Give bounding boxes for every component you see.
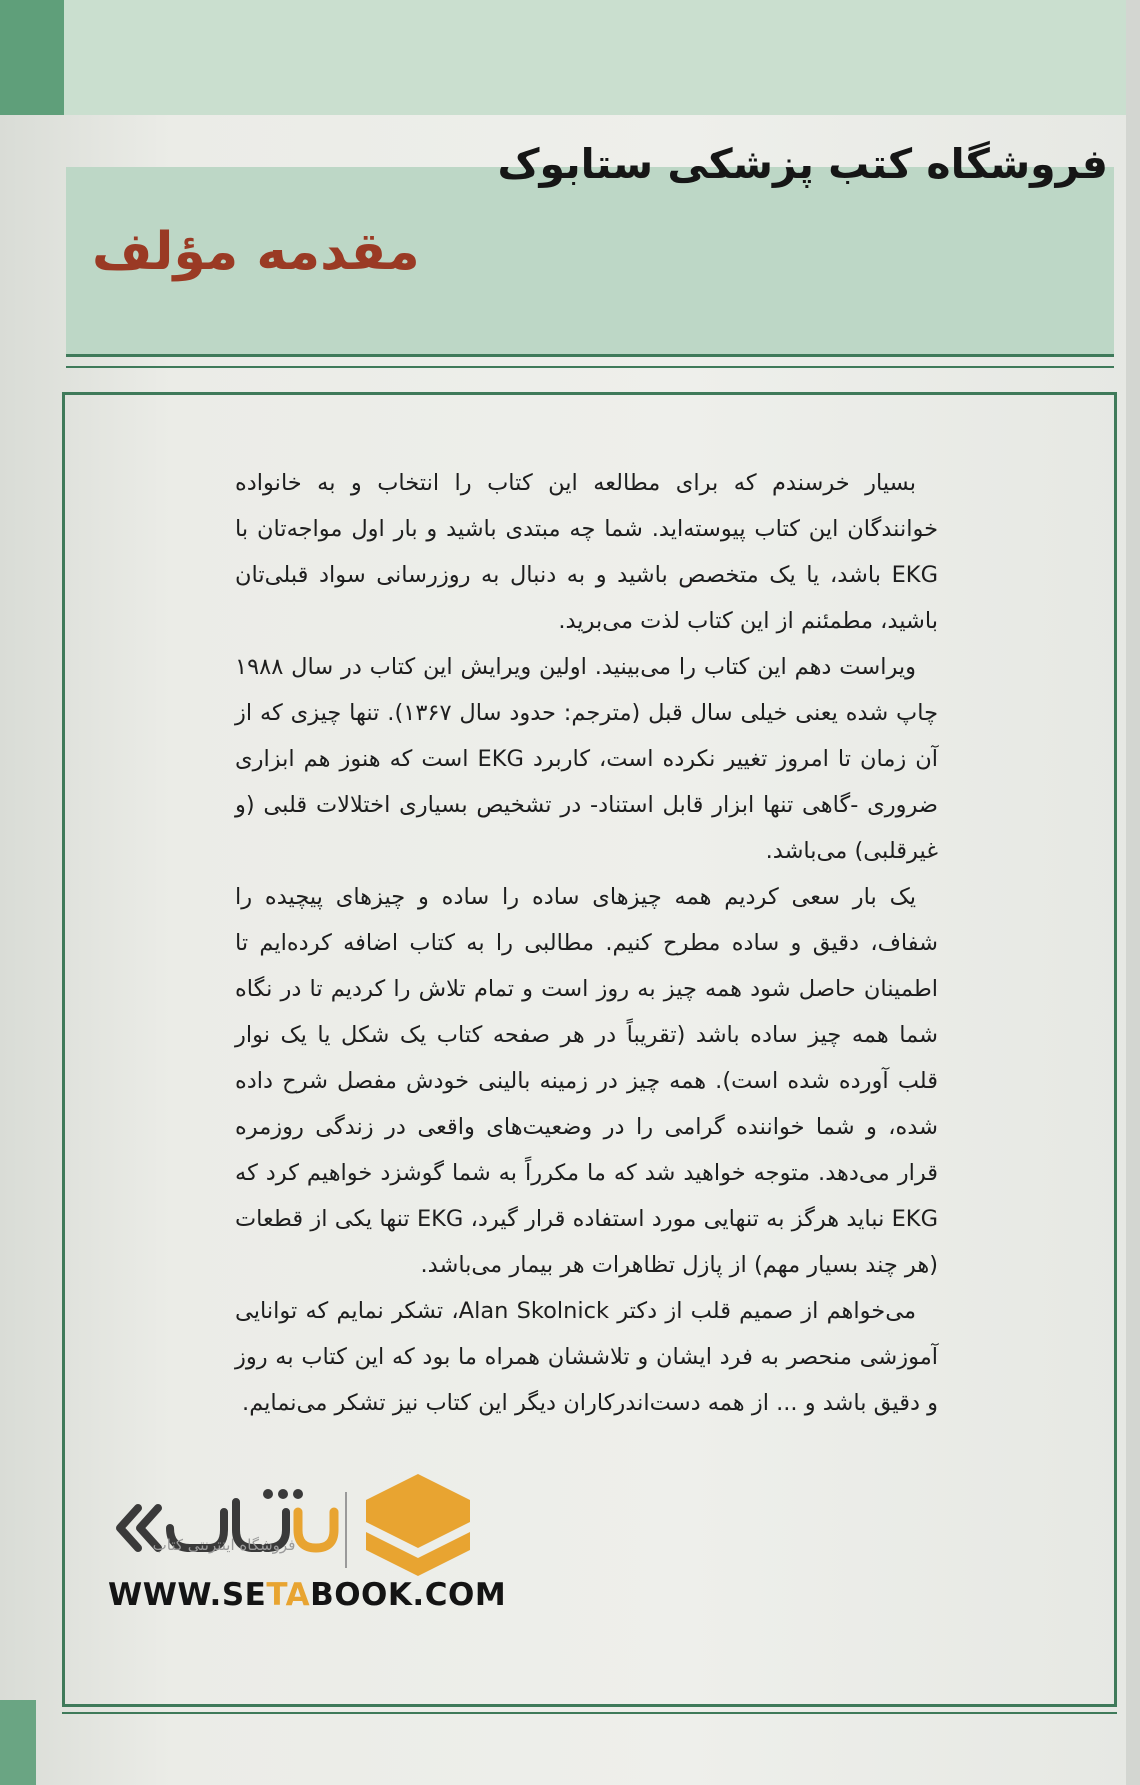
- watermark-url: [108, 1577, 506, 1613]
- paragraph-2: ویراست دهم این کتاب را می‌بینید. اولین ویرایش این کتاب در سال ۱۹۸۸ چاپ شده یعنی خیلی سال قبل (مترجم: حدود سال ۱۳۶۷). تنها چیزی که از آن زمان تا امروز تغییر نکرده است، کاربرد EKG است که هنوز هم ابزاری ضروری -گاهی تنها ابزار قابل استناد- در تشخیص بسیاری اختلالات قلبی (و غیرقلبی) می‌باشد.: [235, 654, 939, 864]
- left-green-strip: [0, 0, 64, 115]
- logo-tagline: فروشگاه اینترنتی کتاب: [152, 1536, 296, 1554]
- store-name-header: فروشگاه کتب پزشکی ستابوک: [497, 140, 1108, 188]
- url-highlight: TA: [266, 1577, 311, 1613]
- page-edge-shadow: [1126, 0, 1140, 1785]
- body-text: [235, 460, 938, 1426]
- page-title: مقدمه مؤلف: [92, 222, 420, 282]
- top-color-band: [0, 0, 1140, 115]
- paragraph-1: بسیار خرسندم که برای مطالعه این کتاب را انتخاب و به خانواده خوانندگان این کتاب پیوسته‌اید. شما چه مبتدی باشید و بار اول مواجه‌تان با EKG باشد، یا یک متخصص باشید و به دنبال به روزرسانی سواد قبلی‌تان باشید، مطمئنم از این کتاب لذت می‌برید.: [235, 470, 938, 634]
- paragraph-3: یک بار سعی کردیم همه چیزهای ساده را ساده و چیزهای پیچیده را شفاف، دقیق و ساده مطرح کنیم. مطالبی را به کتاب اضافه کرده‌ایم تا اطمینان حاصل شود همه چیز به روز است و تمام تلاش را کردیم تا در نگاه شما همه چیز ساده باشد (تقریباً در هر صفحه کتاب یک شکل یا یک نوار قلب آورده شده است). همه چیز در زمینه بالینی خودش مفصل شرح داده شده، و شما خواننده گرامی را در وضعیت‌های واقعی در زندگی روزمره قرار می‌دهد. متوجه خواهید شد که ما مکرراً به شما گوشزد خواهیم کرد که EKG نباید هرگز به تنهایی مورد استفاده قرار گیرد، EKG تنها یکی از قطعات (هر چند بسیار مهم) از پازل تظاهرات هر بیمار می‌باشد.: [235, 884, 938, 1278]
- paragraph-4: می‌خواهم از صمیم قلب از دکتر Alan Skolnick، تشکر نمایم که توانایی آموزشی منحصر به فرد ایشان و تلاششان همراه ما بود که این کتاب به روز و دقیق باشد و ... از همه دست‌اندرکاران دیگر این کتاب نیز تشکر می‌نمایم.: [235, 1298, 938, 1416]
- left-green-strip-bottom: [0, 1700, 36, 1785]
- title-underline: [66, 366, 1114, 368]
- url-part-2: BOOK.COM: [310, 1577, 507, 1613]
- frame-bottom-line: [62, 1712, 1117, 1714]
- url-part-1: WWW.SE: [108, 1577, 267, 1613]
